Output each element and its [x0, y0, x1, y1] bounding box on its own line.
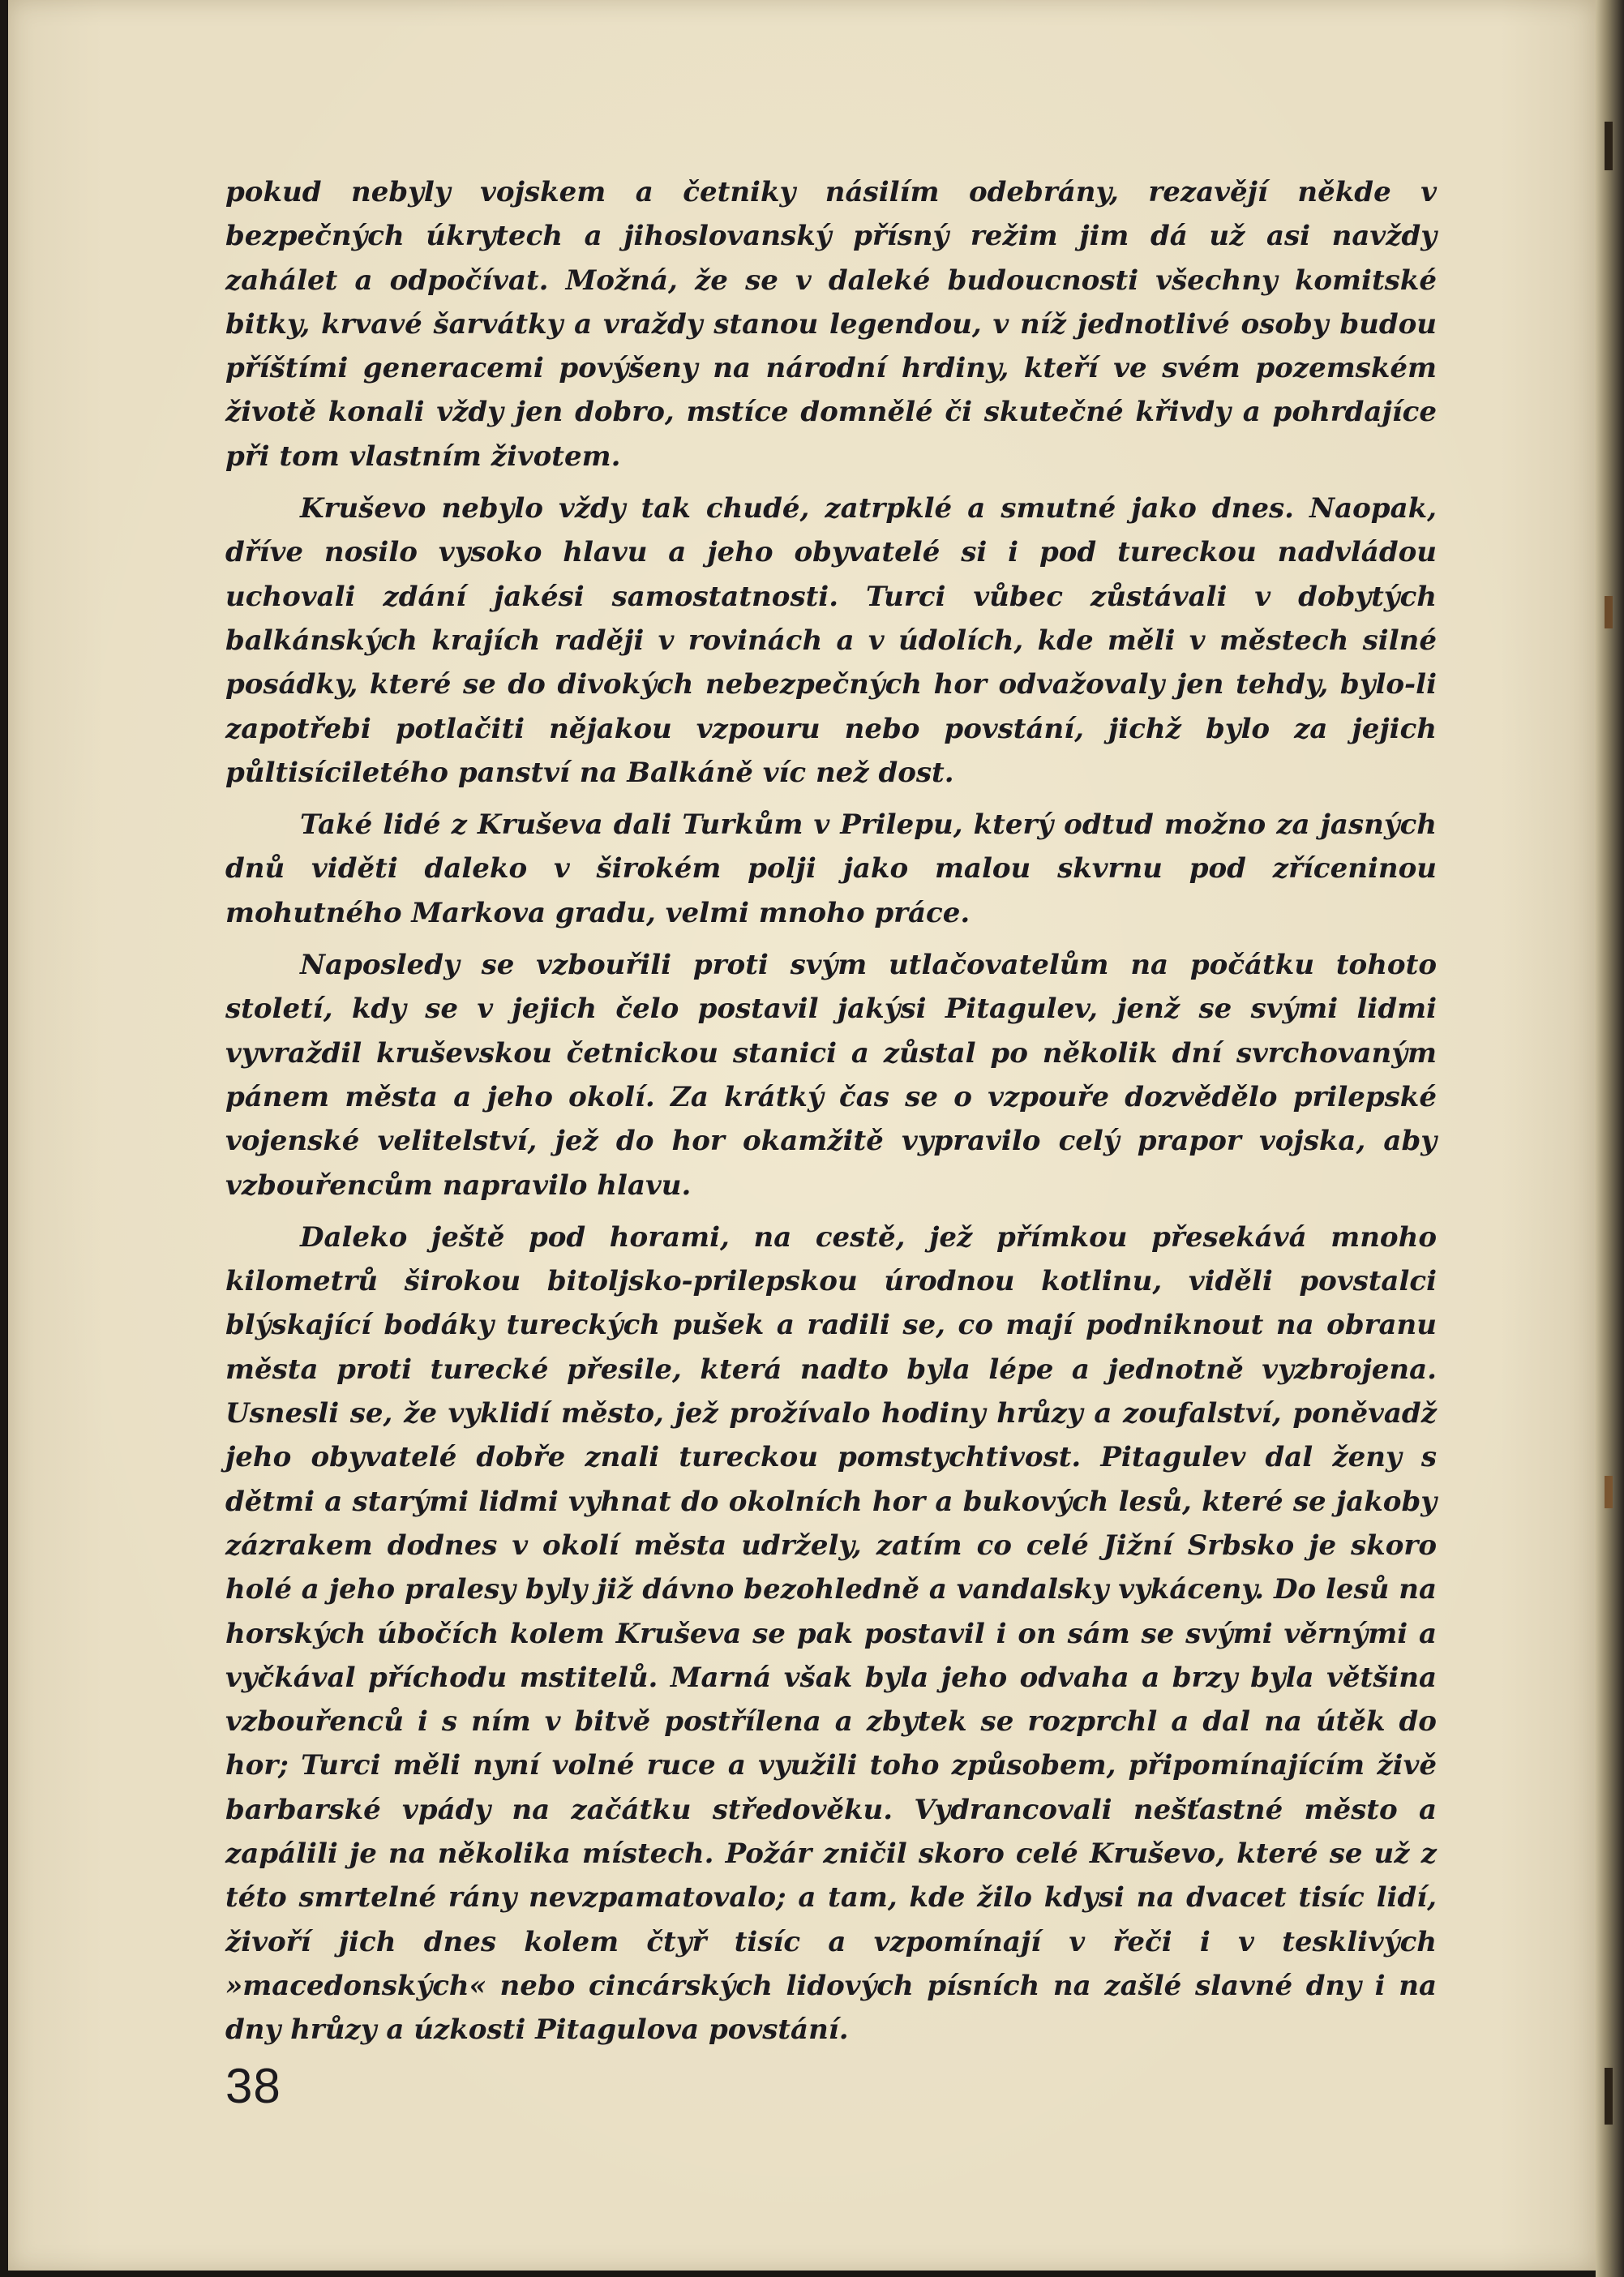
paragraph-prilep: Také lidé z Kruševa dali Turkům v Prilepu, který odtud možno za jasných dnů viděti daleko v širokém polji jako malou skvrnu pod zříceninou mohutného Markova gradu, velmi mnoho práce.	[225, 808, 1437, 929]
edge-mark	[1605, 2068, 1613, 2125]
paragraph-continuation: pokud nebyly vojskem a četniky násilím odebrány, rezavějí někde v bezpečných úkrytech a jihoslovanský přísný režim jim dá už asi navždy zahálet a odpočívat. Možná, že se v daleké budoucnosti všechny komitské bitky, krvavé šarvátky a vraždy stanou legendou, v níž jednotlivé osoby budou příštími generacemi povýšeny na národní hrdiny, kteří ve svém pozemském životě konali vždy jen dobro, mstíce domnělé či skutečné křivdy a pohrdajíce při tom vlastním životem.	[225, 176, 1437, 473]
book-edge	[1596, 0, 1624, 2277]
page-number: 38	[225, 2059, 281, 2113]
edge-mark	[1605, 1476, 1613, 1508]
edge-mark	[1605, 122, 1613, 170]
paragraph-battle: Daleko ještě pod horami, na cestě, jež přímkou přesekává mnoho kilometrů širokou bitoljsko-prilepskou úrodnou kotlinu, viděli povstalci blýskající bodáky tureckých pušek a radili se, co mají podniknout na obranu města proti turecké přesile, která nadto byla lépe a jednotně vyzbrojena. Usnesli se, že vyklidí město, jež prožívalo hodiny hrůzy a zoufalství, poněvadž jeho obyvatelé dobře znali tureckou pomstychtivost. Pitagulev dal ženy s dětmi a starými lidmi vyhnat do okolních hor a bukových lesů, které se jakoby zázrakem dodnes v okolí města udržely, zatím co celé Jižní Srbsko je skoro holé a jeho pralesy byly již dávno bezohledně a vandalsky vykáceny. Do lesů na horských úbočích kolem Kruševa se pak postavil i on sám se svými věrnými a vyčkával příchodu mstitelů. Marná však byla jeho odvaha a brzy byla většina vzbouřenců i s ním v bitvě postřílena a zbytek se rozprchl a dal na útěk do hor; Turci měli nyní volné ruce a využili toho způsobem, připomínajícím živě barbarské vpády na začátku středověku. Vydrancovali nešťastné město a zapálili je na několika místech. Požár zničil skoro celé Kruševo, které se už z této smrtelné rány nevzpamatovalo; a tam, kde žilo kdysi na dvacet tisíc lidí, živoří jich dnes kolem čtyř tisíc a vzpomínají v řeči i v tesklivých »macedonských« nebo cincárských lidových písních na zašlé slavné dny i na dny hrůzy a úzkosti Pitagulova povstání.	[225, 1220, 1437, 2047]
paragraph-uprising: Naposledy se vzbouřili proti svým utlačovatelům na počátku tohoto století, kdy se v jejich čelo postavil jakýsi Pitagulev, jenž se svými lidmi vyvraždil kruševskou četnickou stanici a zůstal po několik dní svrchovaným pánem města a jeho okolí. Za krátký čas se o vzpouře dozvědělo prilepské vojenské velitelství, jež do hor okamžitě vypravilo celý prapor vojska, aby vzbouřencům napravilo hlavu.	[225, 949, 1437, 1202]
body-text	[225, 170, 1437, 2060]
book-page	[8, 0, 1596, 2271]
paragraph-krusevo: Kruševo nebylo vždy tak chudé, zatrpklé a smutné jako dnes. Naopak, dříve nosilo vysoko hlavu a jeho obyvatelé si i pod tureckou nadvládou uchovali zdání jakési samostatnosti. Turci vůbec zůstávali v dobytých balkánských krajích raději v rovinách a v údolích, kde měli v městech silné posádky, které se do divokých nebezpečných hor odvažovaly jen tehdy, bylo-li zapotřebi potlačiti nějakou vzpouru nebo povstání, jichž bylo za jejich půltisíciletého panství na Balkáně víc než dost.	[225, 492, 1437, 789]
edge-mark	[1605, 596, 1613, 628]
